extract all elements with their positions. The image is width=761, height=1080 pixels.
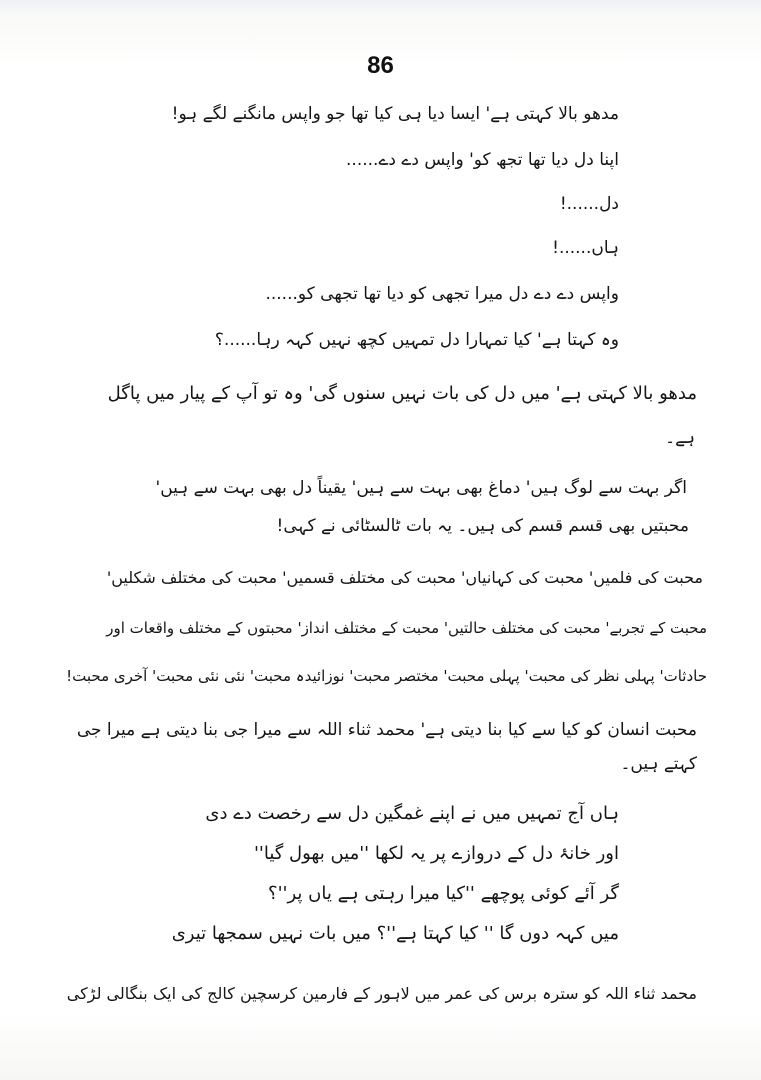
text-line: اپنا دل دیا تھا تجھ کو' واپس دے دے......: [346, 150, 619, 170]
text-line: مدھو بالا کہتی ہے' ایسا دیا ہی کیا تھا جو واپس مانگنے لگے ہو!: [171, 104, 619, 124]
text-line: دل......!: [559, 194, 619, 214]
poem-line: ہاں آج تمہیں میں نے اپنے غمگین دل سے رخصت دے دی: [205, 803, 619, 824]
text-line: واپس دے دے دل میرا تجھی کو دیا تھا تجھی کو......: [265, 284, 619, 304]
poem-line: اور خانۂ دل کے دروازے پر یہ لکھا ''میں بھول گیا'': [253, 843, 619, 864]
poem-line: میں کہہ دوں گا '' کیا کہتا ہے''؟ میں بات نہیں سمجھا تیری: [171, 923, 619, 944]
poem-line: گر آئے کوئی پوچھے ''کیا میرا رہتی ہے یاں پر''؟: [268, 883, 619, 904]
text-line: محبت انسان کو کیا سے کیا بنا دیتی ہے' محمد ثناء اللہ سے میرا جی بنا دیتی ہے میرا جی: [76, 720, 697, 740]
text-line: اگر بہت سے لوگ ہیں' دماغ بھی بہت سے ہیں' یقیناً دل بھی بہت سے ہیں': [155, 478, 687, 498]
text-line: ہے۔: [665, 428, 695, 448]
text-line: وہ کہتا ہے' کیا تمہارا دل تمہیں کچھ نہیں کہہ رہا......؟: [214, 330, 619, 350]
text-line: کہتے ہیں۔: [620, 754, 697, 774]
text-line: محبت کی فلمیں' محبت کی کہانیاں' محبت کی مختلف قسمیں' محبت کی مختلف شکلیں': [106, 568, 703, 587]
page-number: 86: [367, 52, 394, 79]
text-line: محبت کے تجربے' محبت کی مختلف حالتیں' محبت کے مختلف انداز' محبتوں کے مختلف واقعات اور: [106, 619, 707, 637]
text-line: حادثات' پہلی نظر کی محبت' پہلی محبت' مختصر محبت' نوزائیدہ محبت' نئی نئی محبت' آخری محبت!: [66, 667, 707, 685]
text-line: محمد ثناء اللہ کو سترہ برس کی عمر میں لاہور کے فارمین کرسچین کالج کی ایک بنگالی لڑکی: [66, 984, 697, 1003]
text-line: ہاں......!: [552, 238, 619, 258]
text-line: مدھو بالا کہتی ہے' میں دل کی بات نہیں سنوں گی' وہ تو آپ کے پیار میں پاگل: [107, 383, 697, 404]
text-line: محبتیں بھی قسم قسم کی ہیں۔ یہ بات ٹالسٹائی نے کہی!: [276, 516, 689, 536]
